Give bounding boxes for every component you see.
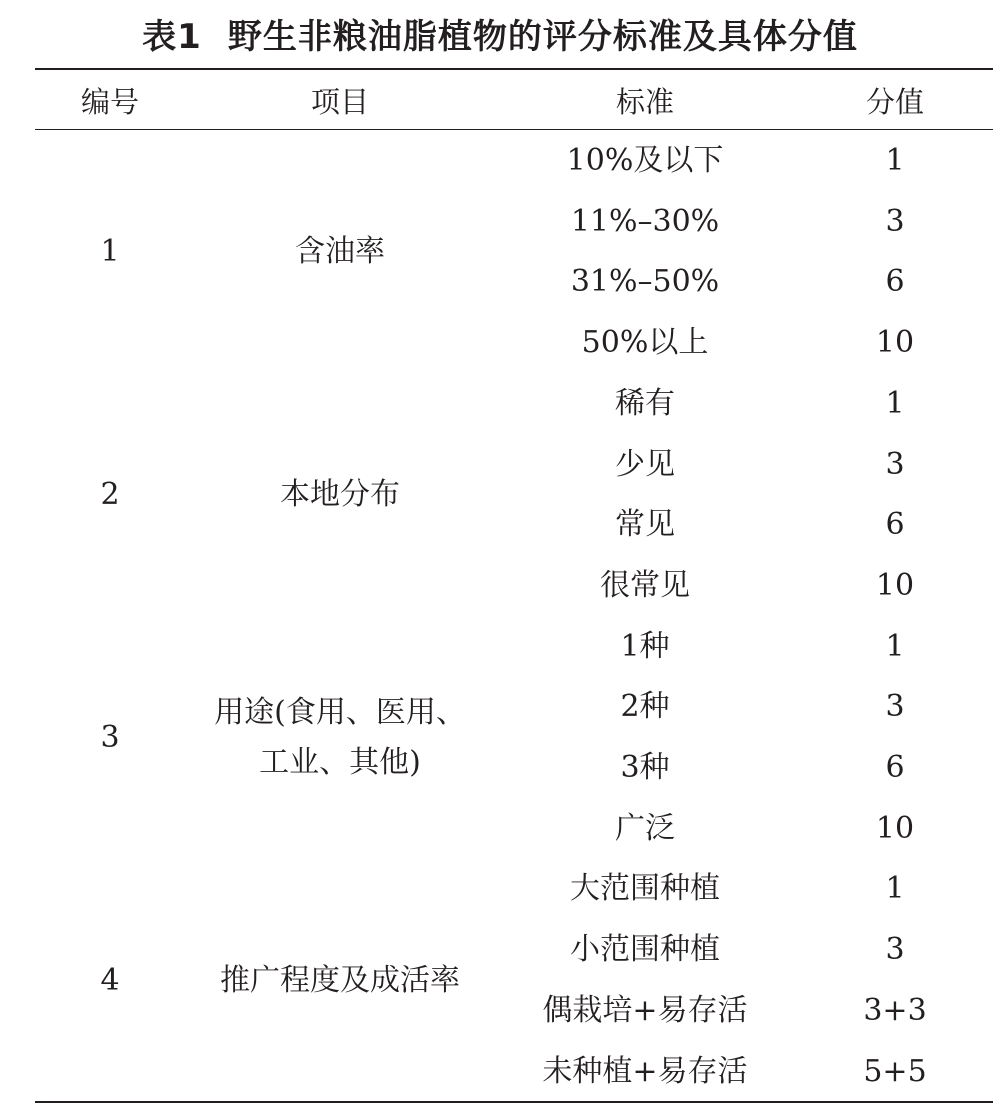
standard-cell: 10%及以下 [566, 143, 724, 178]
standard-cell: 偶栽培+易存活 [542, 992, 748, 1028]
standard-cell: 31%–50% [570, 264, 720, 300]
bottom-rule [35, 1101, 993, 1103]
header-rule [35, 129, 993, 130]
header-value: 分值 [865, 85, 924, 119]
value-cell: 3 [885, 689, 905, 725]
standard-cell: 2种 [620, 689, 670, 725]
standard-cell: 3种 [620, 750, 670, 785]
standard-cell: 少见 [615, 446, 675, 482]
group-item-line: 本地分布 [280, 477, 400, 513]
standard-cell: 1种 [620, 628, 670, 664]
standard-cell: 稀有 [615, 385, 675, 421]
standard-cell: 11%–30% [570, 203, 720, 239]
header-item: 项目 [310, 85, 369, 119]
table-title-text: 野生非粮油脂植物的评分标准及具体分值 [227, 17, 858, 57]
group-item [190, 227, 490, 277]
group-number: 2 [100, 477, 120, 513]
value-cell: 10 [875, 325, 915, 361]
group-number: 4 [100, 962, 120, 998]
value-cell: 3 [885, 203, 905, 239]
value-cell: 1 [885, 143, 905, 178]
group-item-line: 用途(食用、医用、 [214, 695, 466, 730]
value-cell: 1 [885, 385, 905, 421]
standard-cell: 50%以上 [581, 325, 709, 361]
value-cell: 1 [885, 628, 905, 664]
group-item [190, 688, 490, 788]
value-cell: 3 [885, 932, 905, 968]
table-number: 表1 [142, 17, 202, 57]
value-cell: 10 [875, 567, 915, 603]
group-number: 3 [100, 720, 120, 755]
standard-cell: 小范围种植 [570, 932, 720, 968]
standard-cell: 未种植+易存活 [542, 1053, 748, 1089]
value-cell: 1 [885, 871, 905, 907]
value-cell: 5+5 [863, 1053, 927, 1089]
standard-cell: 很常见 [600, 567, 690, 603]
standard-cell: 常见 [615, 507, 675, 543]
value-cell: 10 [875, 810, 915, 846]
value-cell: 3+3 [863, 992, 927, 1028]
top-rule [35, 68, 993, 70]
group-item-line: 工业、其他) [259, 745, 421, 780]
value-cell: 6 [885, 750, 905, 785]
value-cell: 3 [885, 446, 905, 482]
standard-cell: 大范围种植 [570, 871, 720, 907]
group-item-line: 推广程度及成活率 [220, 962, 460, 998]
standard-cell: 广泛 [615, 810, 675, 846]
group-number: 1 [100, 234, 120, 270]
group-item [190, 956, 490, 1006]
group-item-line: 含油率 [295, 234, 385, 270]
value-cell: 6 [885, 264, 905, 300]
header-no: 编号 [80, 85, 139, 119]
value-cell: 6 [885, 507, 905, 543]
group-item [190, 470, 490, 520]
table-title [0, 12, 1000, 62]
header-standard: 标准 [615, 85, 674, 119]
